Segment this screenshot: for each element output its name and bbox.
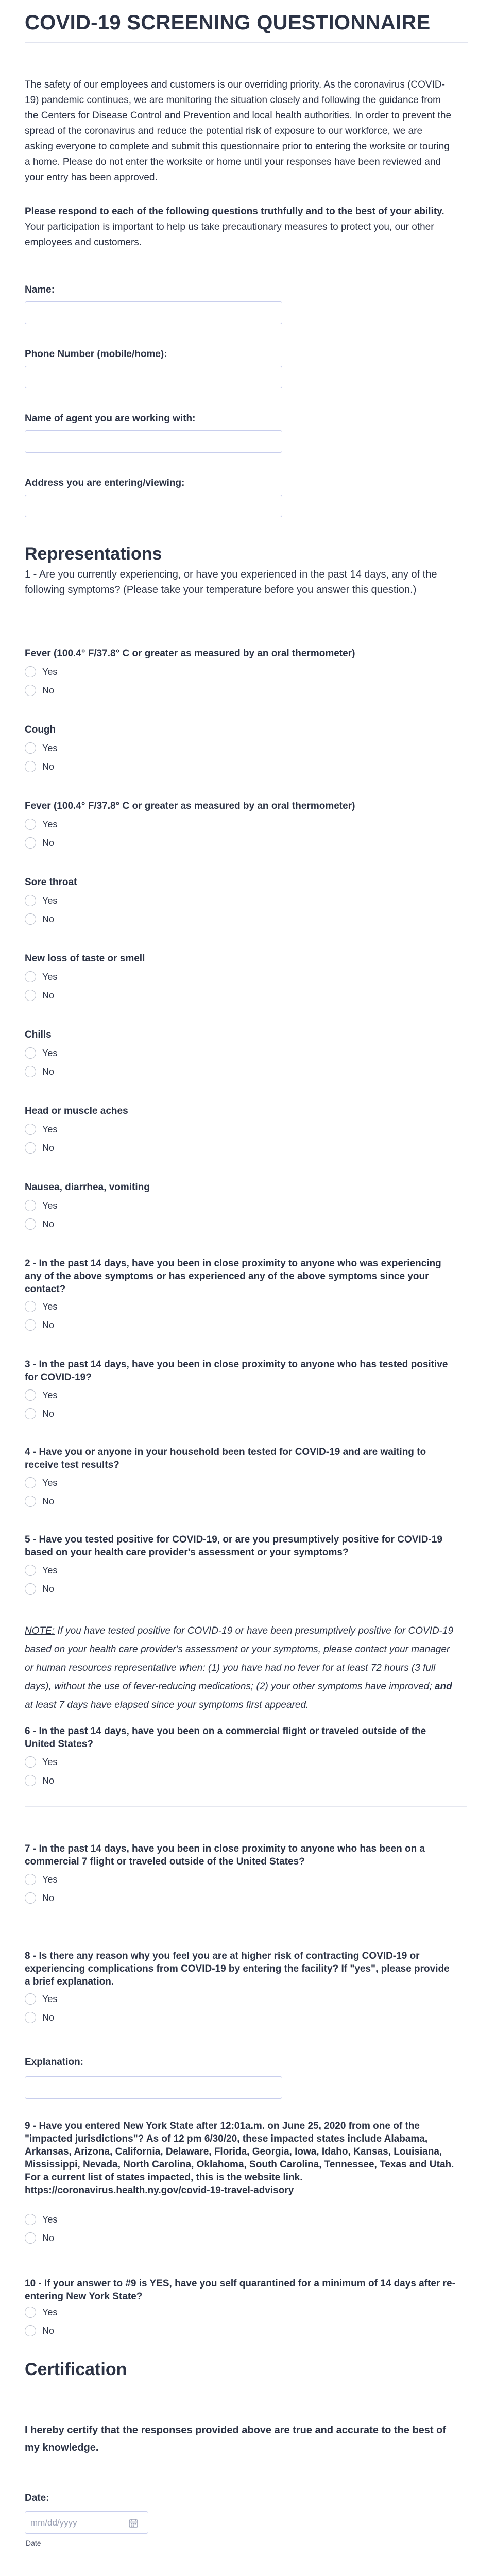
radio-button[interactable] xyxy=(25,1389,36,1401)
question-4: 4 - Have you or anyone in your household been tested for COVID-19 and are waiting to receive test results? xyxy=(25,1447,426,1470)
radio-button[interactable] xyxy=(25,1775,36,1786)
radio-button[interactable] xyxy=(25,685,36,696)
radio-label: Yes xyxy=(42,1124,58,1134)
question-8: 8 - Is there any reason why you feel you are at higher risk of contracting COVID-19 or experiencing complications from COVID-19 by entering the facility? If "yes", please provide a brief explanation. xyxy=(25,1951,450,1987)
symptom-taste-smell-label: New loss of taste or smell xyxy=(25,953,145,964)
note-end: at least 7 days have elapsed since your symptoms first appeared. xyxy=(25,1700,309,1710)
radio-button[interactable] xyxy=(25,1200,36,1211)
radio-label: No xyxy=(42,837,55,848)
radio-label: Yes xyxy=(42,1993,58,2004)
symptom-nausea-label: Nausea, diarrhea, vomiting xyxy=(25,1182,150,1193)
symptom-fever-repeat-label: Fever (100.4° F/37.8° C or greater as measured by an oral thermometer) xyxy=(25,801,355,811)
radio-button[interactable] xyxy=(25,1319,36,1331)
radio-button[interactable] xyxy=(25,837,36,849)
radio-button[interactable] xyxy=(25,666,36,677)
question-7-no[interactable] xyxy=(25,1891,54,1905)
radio-button[interactable] xyxy=(25,2012,36,2023)
radio-label: Yes xyxy=(42,2214,58,2225)
radio-label: No xyxy=(42,761,55,772)
symptom-fever-repeat-yes[interactable] xyxy=(25,817,57,832)
page-title: COVID-19 SCREENING QUESTIONNAIRE xyxy=(25,11,431,34)
radio-label: No xyxy=(42,1066,55,1077)
symptom-sore-throat-no[interactable] xyxy=(25,912,54,926)
radio-button[interactable] xyxy=(25,819,36,830)
symptom-sore-throat-yes[interactable] xyxy=(25,893,57,908)
instruction-rest: Your participation is important to help us take precautionary measures to protect you, our other employees and customers. xyxy=(25,222,434,248)
explanation-input[interactable] xyxy=(25,2076,282,2099)
radio-button[interactable] xyxy=(25,2307,36,2318)
symptom-aches-yes[interactable] xyxy=(25,1122,57,1137)
address-label: Address you are entering/viewing: xyxy=(25,478,185,488)
symptom-chills-label: Chills xyxy=(25,1029,52,1040)
symptom-nausea-no[interactable] xyxy=(25,1217,54,1231)
certification-statement: I hereby certify that the responses provided above are true and accurate to the best of my knowledge. xyxy=(25,2425,447,2453)
question-5: 5 - Have you tested positive for COVID-19, or are you presumptively positive for COVID-19 based on your health care provider's assessment or your symptoms? xyxy=(25,1534,442,1558)
question-3-yes[interactable] xyxy=(25,1388,57,1402)
date-sublabel: Date xyxy=(26,2539,41,2547)
symptom-aches-label: Head or muscle aches xyxy=(25,1106,128,1116)
question-5-yes[interactable] xyxy=(25,1563,57,1578)
title-divider xyxy=(25,42,468,43)
radio-button[interactable] xyxy=(25,2325,36,2336)
symptom-chills-yes[interactable] xyxy=(25,1046,57,1060)
symptom-cough-yes[interactable] xyxy=(25,741,57,755)
radio-button[interactable] xyxy=(25,1583,36,1595)
instruction-bold: Please respond to each of the following questions truthfully and to the best of your ability. xyxy=(25,206,444,217)
radio-button[interactable] xyxy=(25,1301,36,1312)
symptom-fever-label: Fever (100.4° F/37.8° C or greater as measured by an oral thermometer) xyxy=(25,648,355,659)
question-10: 10 - If your answer to #9 is YES, have you self quarantined for a minimum of 14 days after re-entering New York State? xyxy=(25,2278,455,2302)
radio-label: No xyxy=(42,1319,55,1330)
symptom-fever-no[interactable] xyxy=(25,683,54,698)
question-2-yes[interactable] xyxy=(25,1299,57,1314)
question-2: 2 - In the past 14 days, have you been in close proximity to anyone who was experiencing any of the above symptoms or has experienced any of the above symptoms since your contact? xyxy=(25,1258,441,1295)
calendar-icon[interactable] xyxy=(128,2518,139,2528)
question-3-no[interactable] xyxy=(25,1406,54,1421)
symptom-cough-label: Cough xyxy=(25,724,56,735)
question-7-yes[interactable] xyxy=(25,1872,57,1887)
radio-label: Yes xyxy=(42,1301,58,1312)
radio-label: No xyxy=(42,913,55,924)
symptom-sore-throat-label: Sore throat xyxy=(25,877,77,888)
date-placeholder: mm/dd/yyyy xyxy=(30,2518,77,2528)
radio-label: No xyxy=(42,2325,55,2336)
radio-label: Yes xyxy=(42,1874,58,1885)
radio-label: Yes xyxy=(42,971,58,982)
agent-label: Name of agent you are working with: xyxy=(25,413,196,424)
representations-heading: Representations xyxy=(25,544,162,564)
radio-button[interactable] xyxy=(25,1124,36,1135)
radio-button[interactable] xyxy=(25,1892,36,1904)
note-text: If you have tested positive for COVID-19 or have been presumptively positive for COVID-19 based on your health care provider's assessment or your symptoms, please contact your manager or human resources representative when: (1) you have had no fever for at least 72 hours (3 full days), without the use of fever-reducing medications; (2) your other symptoms have improved; xyxy=(25,1625,454,1692)
radio-label: Yes xyxy=(42,819,58,829)
note-and: and xyxy=(434,1681,452,1692)
intro-instruction xyxy=(25,204,452,250)
symptom-taste-smell-no[interactable] xyxy=(25,988,54,1003)
question-5-no[interactable] xyxy=(25,1582,54,1596)
radio-label: Yes xyxy=(42,1200,58,1211)
radio-label: Yes xyxy=(42,1756,58,1767)
radio-label: No xyxy=(42,1408,55,1419)
radio-button[interactable] xyxy=(25,1218,36,1230)
radio-button[interactable] xyxy=(25,1565,36,1576)
question-4-no[interactable] xyxy=(25,1494,54,1509)
radio-label: No xyxy=(42,2232,55,2243)
radio-label: Yes xyxy=(42,1565,58,1575)
radio-button[interactable] xyxy=(25,1047,36,1059)
radio-button[interactable] xyxy=(25,1408,36,1419)
symptom-cough-no[interactable] xyxy=(25,759,54,774)
radio-label: Yes xyxy=(42,1477,58,1488)
radio-button[interactable] xyxy=(25,742,36,754)
question-6-no[interactable] xyxy=(25,1773,54,1788)
phone-label: Phone Number (mobile/home): xyxy=(25,349,167,360)
radio-label: No xyxy=(42,1892,55,1903)
question-1: 1 - Are you currently experiencing, or have you experienced in the past 14 days, any of the following symptoms? (Please take your temperature before you answer this question.) xyxy=(25,569,437,596)
radio-label: No xyxy=(42,1218,55,1229)
question-10-yes[interactable] xyxy=(25,2305,57,2319)
radio-label: No xyxy=(42,1775,55,1786)
address-input[interactable] xyxy=(25,495,282,517)
radio-label: Yes xyxy=(42,1389,58,1400)
radio-label: No xyxy=(42,1496,55,1506)
radio-button[interactable] xyxy=(25,895,36,906)
intro-paragraph: The safety of our employees and customers is our overriding priority. As the coronavirus (COVID-19) pandemic continues, we are monitoring the situation closely and following the guidance from the Centers for Disease Control and Prevention and local health authorities. In order to prevent the spread of the coronavirus and reduce the potential risk of exposure to our workforce, we are asking everyone to complete and submit this questionnaire prior to entering the worksite or touring a home. Please do not enter the worksite or home until your responses have been reviewed and your entry has been approved. xyxy=(25,79,452,183)
radio-button[interactable] xyxy=(25,1477,36,1488)
radio-button[interactable] xyxy=(25,990,36,1001)
agent-input[interactable] xyxy=(25,430,282,453)
radio-button[interactable] xyxy=(25,1142,36,1154)
radio-label: No xyxy=(42,1142,55,1153)
name-input[interactable] xyxy=(25,301,282,324)
divider xyxy=(25,1806,467,1807)
radio-button[interactable] xyxy=(25,1874,36,1885)
certification-heading: Certification xyxy=(25,2360,127,2379)
symptom-chills-no[interactable] xyxy=(25,1064,54,1079)
symptom-fever-repeat-no[interactable] xyxy=(25,836,54,850)
radio-button[interactable] xyxy=(25,2232,36,2244)
question-8-yes[interactable] xyxy=(25,1992,57,2006)
radio-label: Yes xyxy=(42,742,58,753)
symptom-nausea-yes[interactable] xyxy=(25,1198,57,1213)
radio-button[interactable] xyxy=(25,1066,36,1077)
explanation-label: Explanation: xyxy=(25,2057,84,2067)
symptom-taste-smell-yes[interactable] xyxy=(25,970,57,984)
radio-label: Yes xyxy=(42,895,58,906)
radio-label: No xyxy=(42,1583,55,1594)
radio-label: Yes xyxy=(42,2307,58,2317)
radio-button[interactable] xyxy=(25,2214,36,2225)
question-3: 3 - In the past 14 days, have you been in close proximity to anyone who has tested positive for COVID-19? xyxy=(25,1359,448,1383)
question-10-no[interactable] xyxy=(25,2324,54,2338)
question-4-yes[interactable] xyxy=(25,1476,57,1490)
name-label: Name: xyxy=(25,284,55,295)
radio-button[interactable] xyxy=(25,761,36,772)
radio-button[interactable] xyxy=(25,1993,36,2005)
symptom-fever-yes[interactable] xyxy=(25,665,57,679)
question-6-yes[interactable] xyxy=(25,1755,57,1769)
radio-label: No xyxy=(42,990,55,1001)
phone-input[interactable] xyxy=(25,366,282,388)
question-9-yes[interactable] xyxy=(25,2212,57,2227)
date-label: Date: xyxy=(25,2493,49,2503)
date-input[interactable] xyxy=(25,2511,148,2534)
radio-label: No xyxy=(42,685,55,696)
radio-button[interactable] xyxy=(25,913,36,925)
radio-button[interactable] xyxy=(25,1756,36,1768)
question-9-no[interactable] xyxy=(25,2231,54,2245)
question-2-no[interactable] xyxy=(25,1318,54,1332)
note-label: NOTE: xyxy=(25,1625,55,1636)
radio-button[interactable] xyxy=(25,971,36,982)
question-7: 7 - In the past 14 days, have you been in close proximity to anyone who has been on a commercial 7 flight or traveled outside of the United States? xyxy=(25,1843,425,1867)
radio-label: Yes xyxy=(42,1047,58,1058)
question-8-no[interactable] xyxy=(25,2010,54,2025)
radio-label: No xyxy=(42,2012,55,2023)
positive-test-note xyxy=(25,1622,457,1715)
symptom-aches-no[interactable] xyxy=(25,1141,54,1155)
radio-button[interactable] xyxy=(25,1496,36,1507)
question-9: 9 - Have you entered New York State after 12:01a.m. on June 25, 2020 from one of the "impacted jurisdictions"? As of 12 pm 6/30/20, these impacted states include Alabama, Arkansas, Arizona, California, Delaware, Florida, Georgia, Iowa, Idaho, Kansas, Louisiana, Mississippi, Nevada, North Carolina, Oklahoma, South Carolina, Tennessee, Texas and Utah. For a current list of states impacted, this is the website link. https://coronavirus.health.ny.gov/covid-19-travel-advisory xyxy=(25,2121,454,2196)
question-6: 6 - In the past 14 days, have you been on a commercial flight or traveled outside of the United States? xyxy=(25,1726,426,1750)
radio-label: Yes xyxy=(42,666,58,677)
